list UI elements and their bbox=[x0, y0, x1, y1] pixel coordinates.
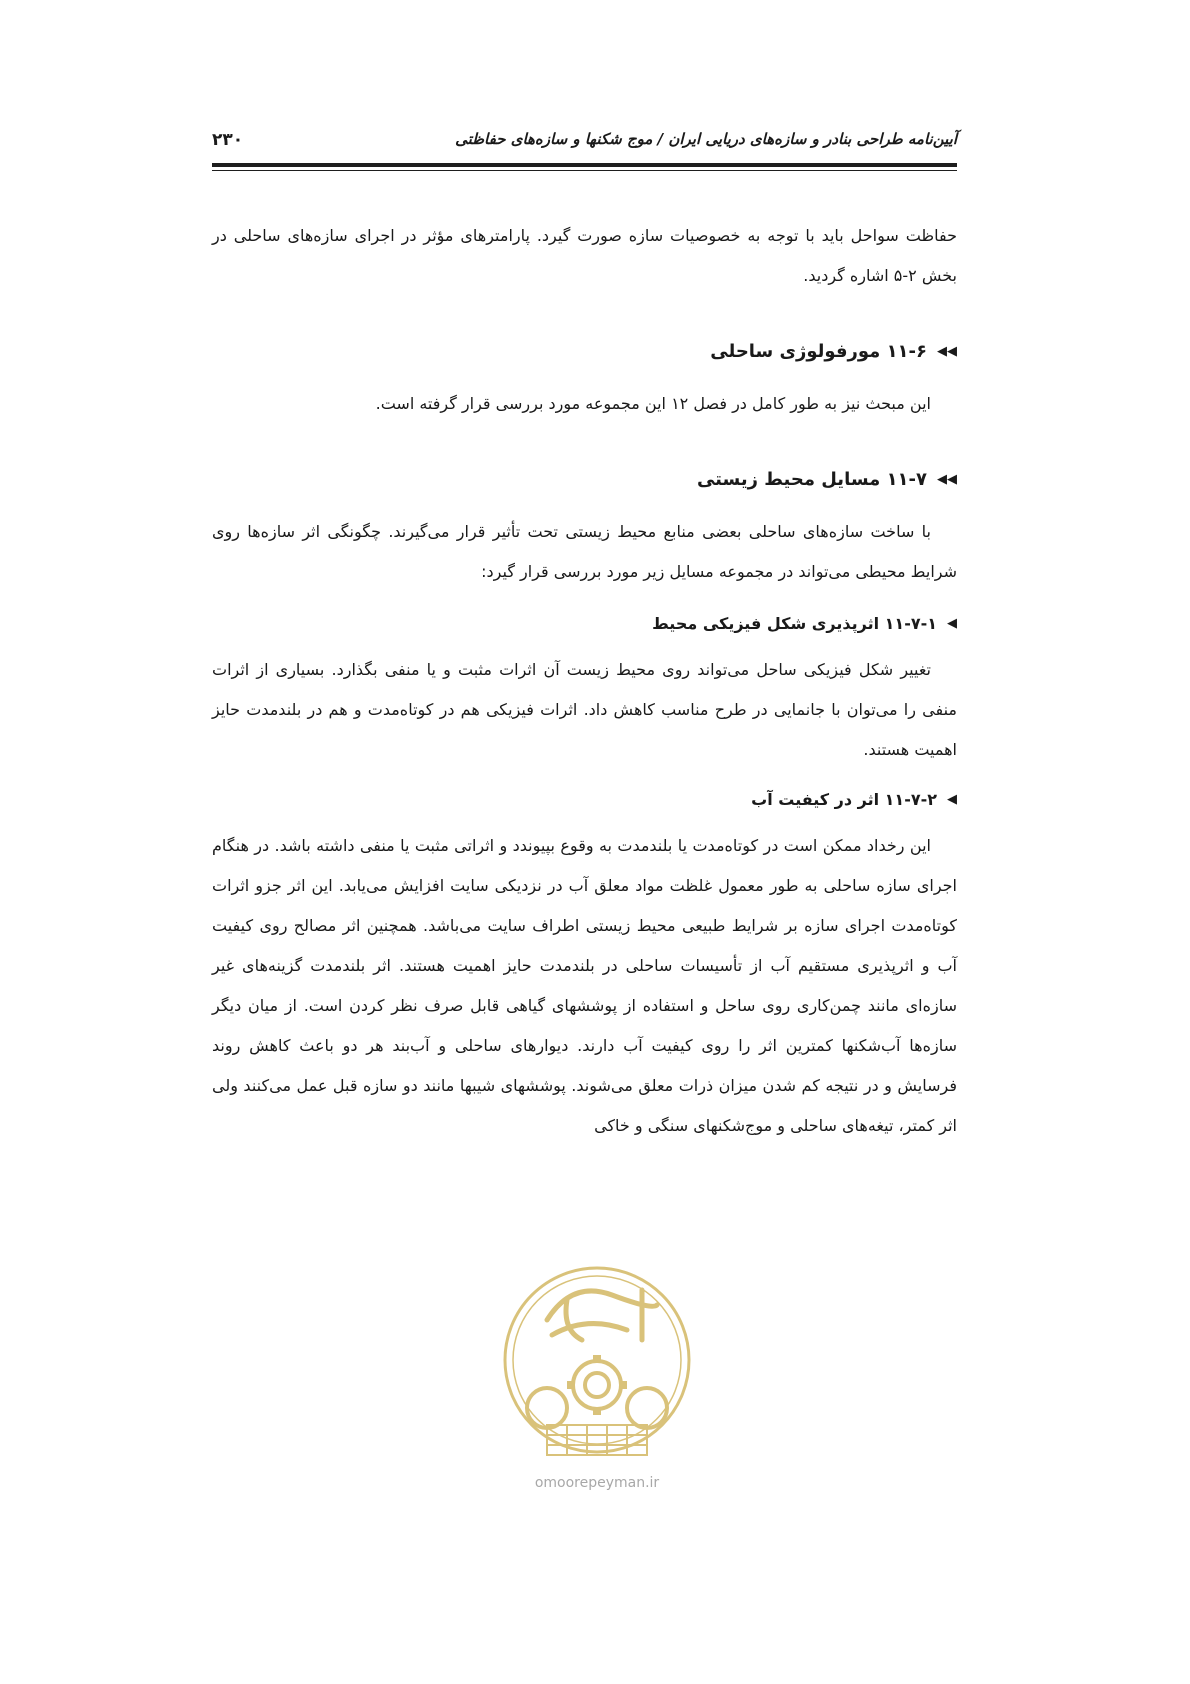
triangle-icon: ◀ bbox=[947, 791, 957, 807]
book-title: آیین‌نامه طراحی بنادر و سازه‌های دریایی ایران / موج شکنها و سازه‌های حفاظتی bbox=[455, 130, 957, 148]
omoorepeyman-logo-icon bbox=[492, 1260, 702, 1475]
page-content bbox=[212, 216, 957, 1146]
section-7-2-body: این رخداد ممکن است در کوتاه‌مدت یا بلندمدت به وقوع بپیوندد و اثراتی مثبت یا منفی داشته باشد. در هنگام اجرای سازه ساحلی به طور معمول غلظت مواد معلق آب در نزدیکی سایت افزایش می‌یابد. این اثر جزو اثرات کوتاه‌مدت اجرای سازه بر شرایط طبیعی محیط زیستی اطراف سایت می‌باشد. همچنین اثر مصالح روی کیفیت آب و اثرپذیری مستقیم آب از تأسیسات ساحلی در بلندمدت حایز اهمیت هستند. اثر بلندمدت گزینه‌های غیر سازه‌ای مانند چمن‌کاری روی ساحل و استفاده از پوششهای گیاهی قابل صرف نظر کردن است. از میان دیگر سازه‌ها آب‌شکنها کمترین اثر را روی کیفیت آب دارند. دیوارهای ساحلی و آب‌بند هر دو باعث کاهش روند فرسایش و در نتیجه کم شدن میزان ذرات معلق می‌شوند. پوششهای شیبها مانند دو سازه قبل عمل می‌کنند ولی اثر کمتر، تیغه‌های ساحلی و موج‌شکنهای سنگی و خاکی bbox=[212, 836, 957, 1135]
section-heading-7 bbox=[212, 462, 957, 496]
section-7-1-body: تغییر شکل فیزیکی ساحل می‌تواند روی محیط زیست آن اثرات مثبت و یا منفی بگذارد. بسیاری از اثرات منفی را می‌توان با جانمایی در طرح مناسب کاهش داد. اثرات فیزیکی هم در کوتاه‌مدت و هم در بلندمدت حایز اهمیت هستند. bbox=[212, 660, 957, 759]
double-triangle-icon: ◀◀ bbox=[937, 343, 957, 359]
header-rule-thick bbox=[212, 163, 957, 167]
header-rule-thin bbox=[212, 170, 957, 171]
section-heading-7-text: ۱۱-۷ مسایل محیط زیستی bbox=[696, 468, 927, 490]
running-header bbox=[212, 130, 957, 152]
section-heading-6 bbox=[212, 334, 957, 368]
section-7-body: با ساخت سازه‌های ساحلی بعضی منابع محیط زیستی تحت تأثیر قرار می‌گیرند. چگونگی اثر سازه‌ها روی شرایط محیطی می‌تواند در مجموعه مسایل زیر مورد بررسی قرار گیرد: bbox=[212, 522, 957, 581]
page-number: ۲۳۰ bbox=[212, 130, 244, 150]
triangle-icon: ◀ bbox=[947, 615, 957, 631]
watermark-logo bbox=[492, 1260, 702, 1510]
watermark-url: omoorepeyman.ir bbox=[534, 1475, 660, 1491]
section-heading-7-1 bbox=[212, 608, 957, 638]
section-heading-7-1-text: ۱۱-۷-۱ اثرپذیری شکل فیزیکی محیط bbox=[652, 613, 937, 633]
section-heading-6-text: ۱۱-۶ مورفولوژی ساحلی bbox=[710, 340, 927, 362]
double-triangle-icon: ◀◀ bbox=[937, 471, 957, 487]
section-heading-7-2 bbox=[212, 784, 957, 814]
intro-paragraph: حفاظت سواحل باید با توجه به خصوصیات سازه صورت گیرد. پارامترهای مؤثر در اجرای سازه‌های ساحلی در بخش ۲-۵ اشاره گردید. bbox=[212, 226, 957, 285]
section-6-body: این مبحث نیز به طور کامل در فصل ۱۲ این مجموعه مورد بررسی قرار گرفته است. bbox=[375, 394, 931, 413]
section-heading-7-2-text: ۱۱-۷-۲ اثر در کیفیت آب bbox=[751, 789, 937, 809]
